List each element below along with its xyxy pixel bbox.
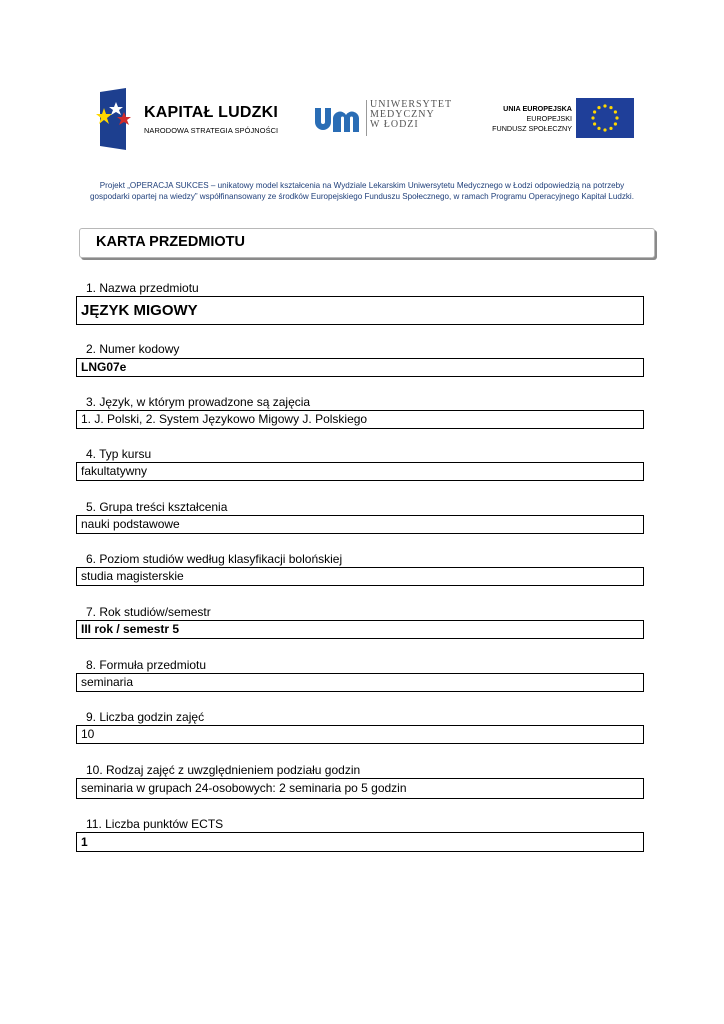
field-value-language: 1. J. Polski, 2. System Językowo Migowy J. Polskiego: [76, 410, 644, 429]
field-value-formula: seminaria: [76, 673, 644, 692]
document-header: [0, 0, 724, 170]
eu-line-3: FUNDUSZ SPOŁECZNY: [492, 124, 572, 133]
kapital-ludzki-logo: [96, 88, 286, 150]
um-mark-icon: [312, 98, 366, 138]
title-box: [79, 228, 655, 258]
kl-title: KAPITAŁ LUDZKI: [144, 104, 279, 121]
um-line-2: MEDYCZNY: [370, 109, 435, 120]
eu-text: [492, 104, 572, 134]
kl-subtitle: NARODOWA STRATEGIA SPÓJNOŚCI: [144, 126, 279, 135]
eu-line-2: EUROPEJSKI: [526, 114, 572, 123]
um-text: [370, 100, 452, 130]
field-value-code: LNG07e: [76, 358, 644, 377]
page-title: KARTA PRZEDMIOTU: [96, 234, 246, 250]
um-line-3: W ŁODZI: [370, 119, 419, 130]
field-value-name: JĘZYK MIGOWY: [76, 296, 644, 325]
field-label-ects: 11. Liczba punktów ECTS: [86, 817, 224, 831]
field-label-hours: 9. Liczba godzin zajęć: [86, 710, 205, 724]
field-label-formula: 8. Formuła przedmiotu: [86, 658, 207, 672]
eu-flag-icon: [576, 98, 634, 138]
uniwersytet-medyczny-logo: [312, 98, 462, 142]
field-value-year-semester: III rok / semestr 5: [76, 620, 644, 639]
field-label-name: 1. Nazwa przedmiotu: [86, 281, 199, 295]
field-value-hours: 10: [76, 725, 644, 744]
field-value-study-level: studia magisterskie: [76, 567, 644, 586]
eu-line-1: UNIA EUROPEJSKA: [503, 104, 572, 113]
field-label-study-level: 6. Poziom studiów według klasyfikacji bolońskiej: [86, 552, 343, 566]
field-label-code: 2. Numer kodowy: [86, 342, 180, 356]
field-value-class-type: seminaria w grupach 24-osobowych: 2 seminaria po 5 godzin: [76, 778, 644, 799]
field-value-course-type: fakultatywny: [76, 462, 644, 481]
unia-europejska-logo: [484, 98, 634, 142]
field-value-content-group: nauki podstawowe: [76, 515, 644, 534]
field-label-year-semester: 7. Rok studiów/semestr: [86, 605, 211, 619]
project-description: Projekt „OPERACJA SUKCES – unikatowy model kształcenia na Wydziale Lekarskim Uniwersytetu Medycznego w Łodzi odpowiedzią na potrzeby gospodarki opartej na wiedzy” współfinansowany ze środków Europejskiego Funduszu Społecznego, w ramach Programu Operacyjnego Kapitał Ludzki.: [90, 181, 634, 201]
field-label-class-type: 10. Rodzaj zajęć z uwzględnieniem podziału godzin: [86, 763, 361, 777]
um-line-1: UNIWERSYTET: [370, 99, 453, 110]
field-label-language: 3. Język, w którym prowadzone są zajęcia: [86, 395, 311, 409]
field-label-course-type: 4. Typ kursu: [86, 447, 152, 461]
field-value-ects: 1: [76, 832, 644, 852]
kapital-ludzki-emblem-icon: [96, 88, 140, 150]
field-label-content-group: 5. Grupa treści kształcenia: [86, 500, 228, 514]
